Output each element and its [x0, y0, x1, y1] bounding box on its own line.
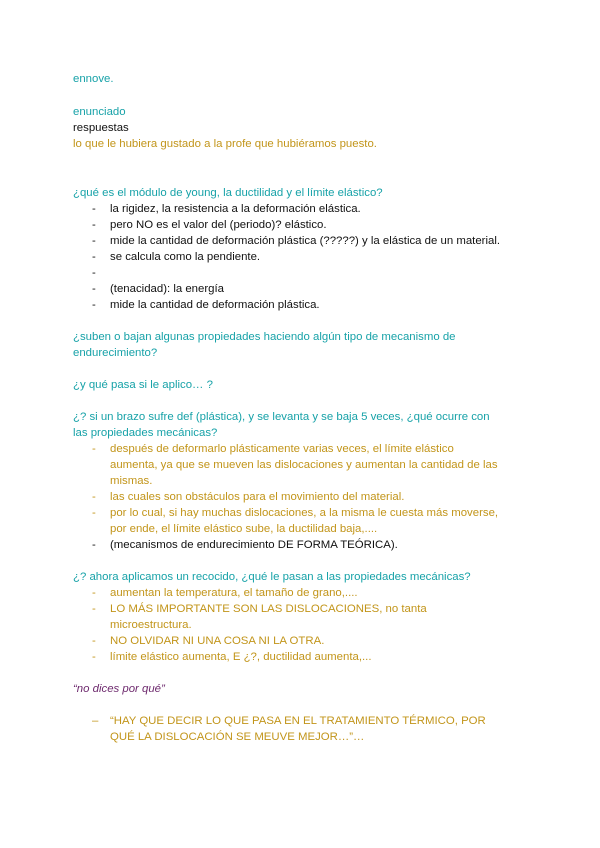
question-2-line-1: ¿suben o bajan algunas propiedades haciendo algún tipo de mecanismo de	[73, 331, 456, 343]
answer-4-4: (mecanismos de endurecimiento DE FORMA TEÓRICA).	[110, 539, 398, 551]
bullet-marker: -	[92, 299, 96, 311]
answer-5-2-line-2: microestructura.	[110, 619, 192, 631]
question-3: ¿y qué pasa si le aplico… ?	[73, 379, 213, 391]
question-4-line-1: ¿? si un brazo sufre def (plástica), y se levanta y se baja 5 veces, ¿qué ocurre con	[73, 411, 490, 423]
ideal-bullet-marker: –	[92, 715, 99, 727]
bullet-marker: -	[92, 491, 96, 503]
question-2-line-2: endurecimiento?	[73, 347, 158, 359]
answer-4-1-line-3: mismas.	[110, 475, 153, 487]
bullet-marker: -	[92, 635, 96, 647]
answer-5-2-line-1: LO MÁS IMPORTANTE SON LAS DISLOCACIONES, no tanta	[110, 603, 427, 615]
answer-5-1: aumentan la temperatura, el tamaño de grano,....	[110, 587, 358, 599]
answer-4-3-line-2: por ende, el límite elástico sube, la ductilidad baja,....	[110, 523, 378, 535]
teacher-comment: “no dices por qué”	[73, 683, 165, 695]
answer-4-3-line-1: por lo cual, si hay muchas dislocaciones, a la misma le cuesta más moverse,	[110, 507, 499, 519]
question-5: ¿? ahora aplicamos un recocido, ¿qué le pasan a las propiedades mecánicas?	[73, 571, 471, 583]
answer-4-1-line-2: aumenta, ya que se mueven las dislocaciones y aumentan la cantidad de las	[110, 459, 498, 471]
answer-5-3: NO OLVIDAR NI UNA COSA NI LA OTRA.	[110, 635, 325, 647]
answer-1-4: se calcula como la pendiente.	[110, 251, 261, 263]
document-title: ennove.	[73, 73, 114, 85]
question-1: ¿qué es el módulo de young, la ductilidad y el límite elástico?	[73, 187, 383, 199]
question-4-line-2: las propiedades mecánicas?	[73, 427, 218, 439]
bullet-marker: -	[92, 587, 96, 599]
answer-4-2: las cuales son obstáculos para el movimiento del material.	[110, 491, 405, 503]
answer-1-2: pero NO es el valor del (periodo)? elástico.	[110, 219, 327, 231]
answer-1-7: mide la cantidad de deformación plástica.	[110, 299, 320, 311]
answer-5-4: límite elástico aumenta, E ¿?, ductilidad aumenta,...	[110, 651, 372, 663]
bullet-marker: -	[92, 651, 96, 663]
ideal-answer-line-1: “HAY QUE DECIR LO QUE PASA EN EL TRATAMIENTO TÉRMICO, POR	[110, 715, 486, 727]
answer-1-3: mide la cantidad de deformación plástica (?????) y la elástica de un material.	[110, 235, 501, 247]
bullet-marker: -	[92, 235, 96, 247]
bullet-marker: -	[92, 603, 96, 615]
answer-4-1-line-1: después de deformarlo plásticamente varias veces, el límite elástico	[110, 443, 454, 455]
answer-1-6: (tenacidad): la energía	[110, 283, 224, 295]
legend-enunciado: enunciado	[73, 106, 126, 118]
bullet-marker: -	[92, 507, 96, 519]
bullet-marker: -	[92, 203, 96, 215]
bullet-marker: -	[92, 443, 96, 455]
bullet-marker: -	[92, 219, 96, 231]
legend-ideal: lo que le hubiera gustado a la profe que hubiéramos puesto.	[73, 138, 377, 150]
bullet-marker: -	[92, 251, 96, 263]
legend-respuestas: respuestas	[73, 122, 129, 134]
ideal-answer-line-2: QUÉ LA DISLOCACIÓN SE MEUVE MEJOR…”…	[110, 731, 365, 743]
bullet-marker: -	[92, 267, 96, 279]
bullet-marker: -	[92, 539, 96, 551]
answer-1-1: la rigidez, la resistencia a la deformación elástica.	[110, 203, 361, 215]
bullet-marker: -	[92, 283, 96, 295]
